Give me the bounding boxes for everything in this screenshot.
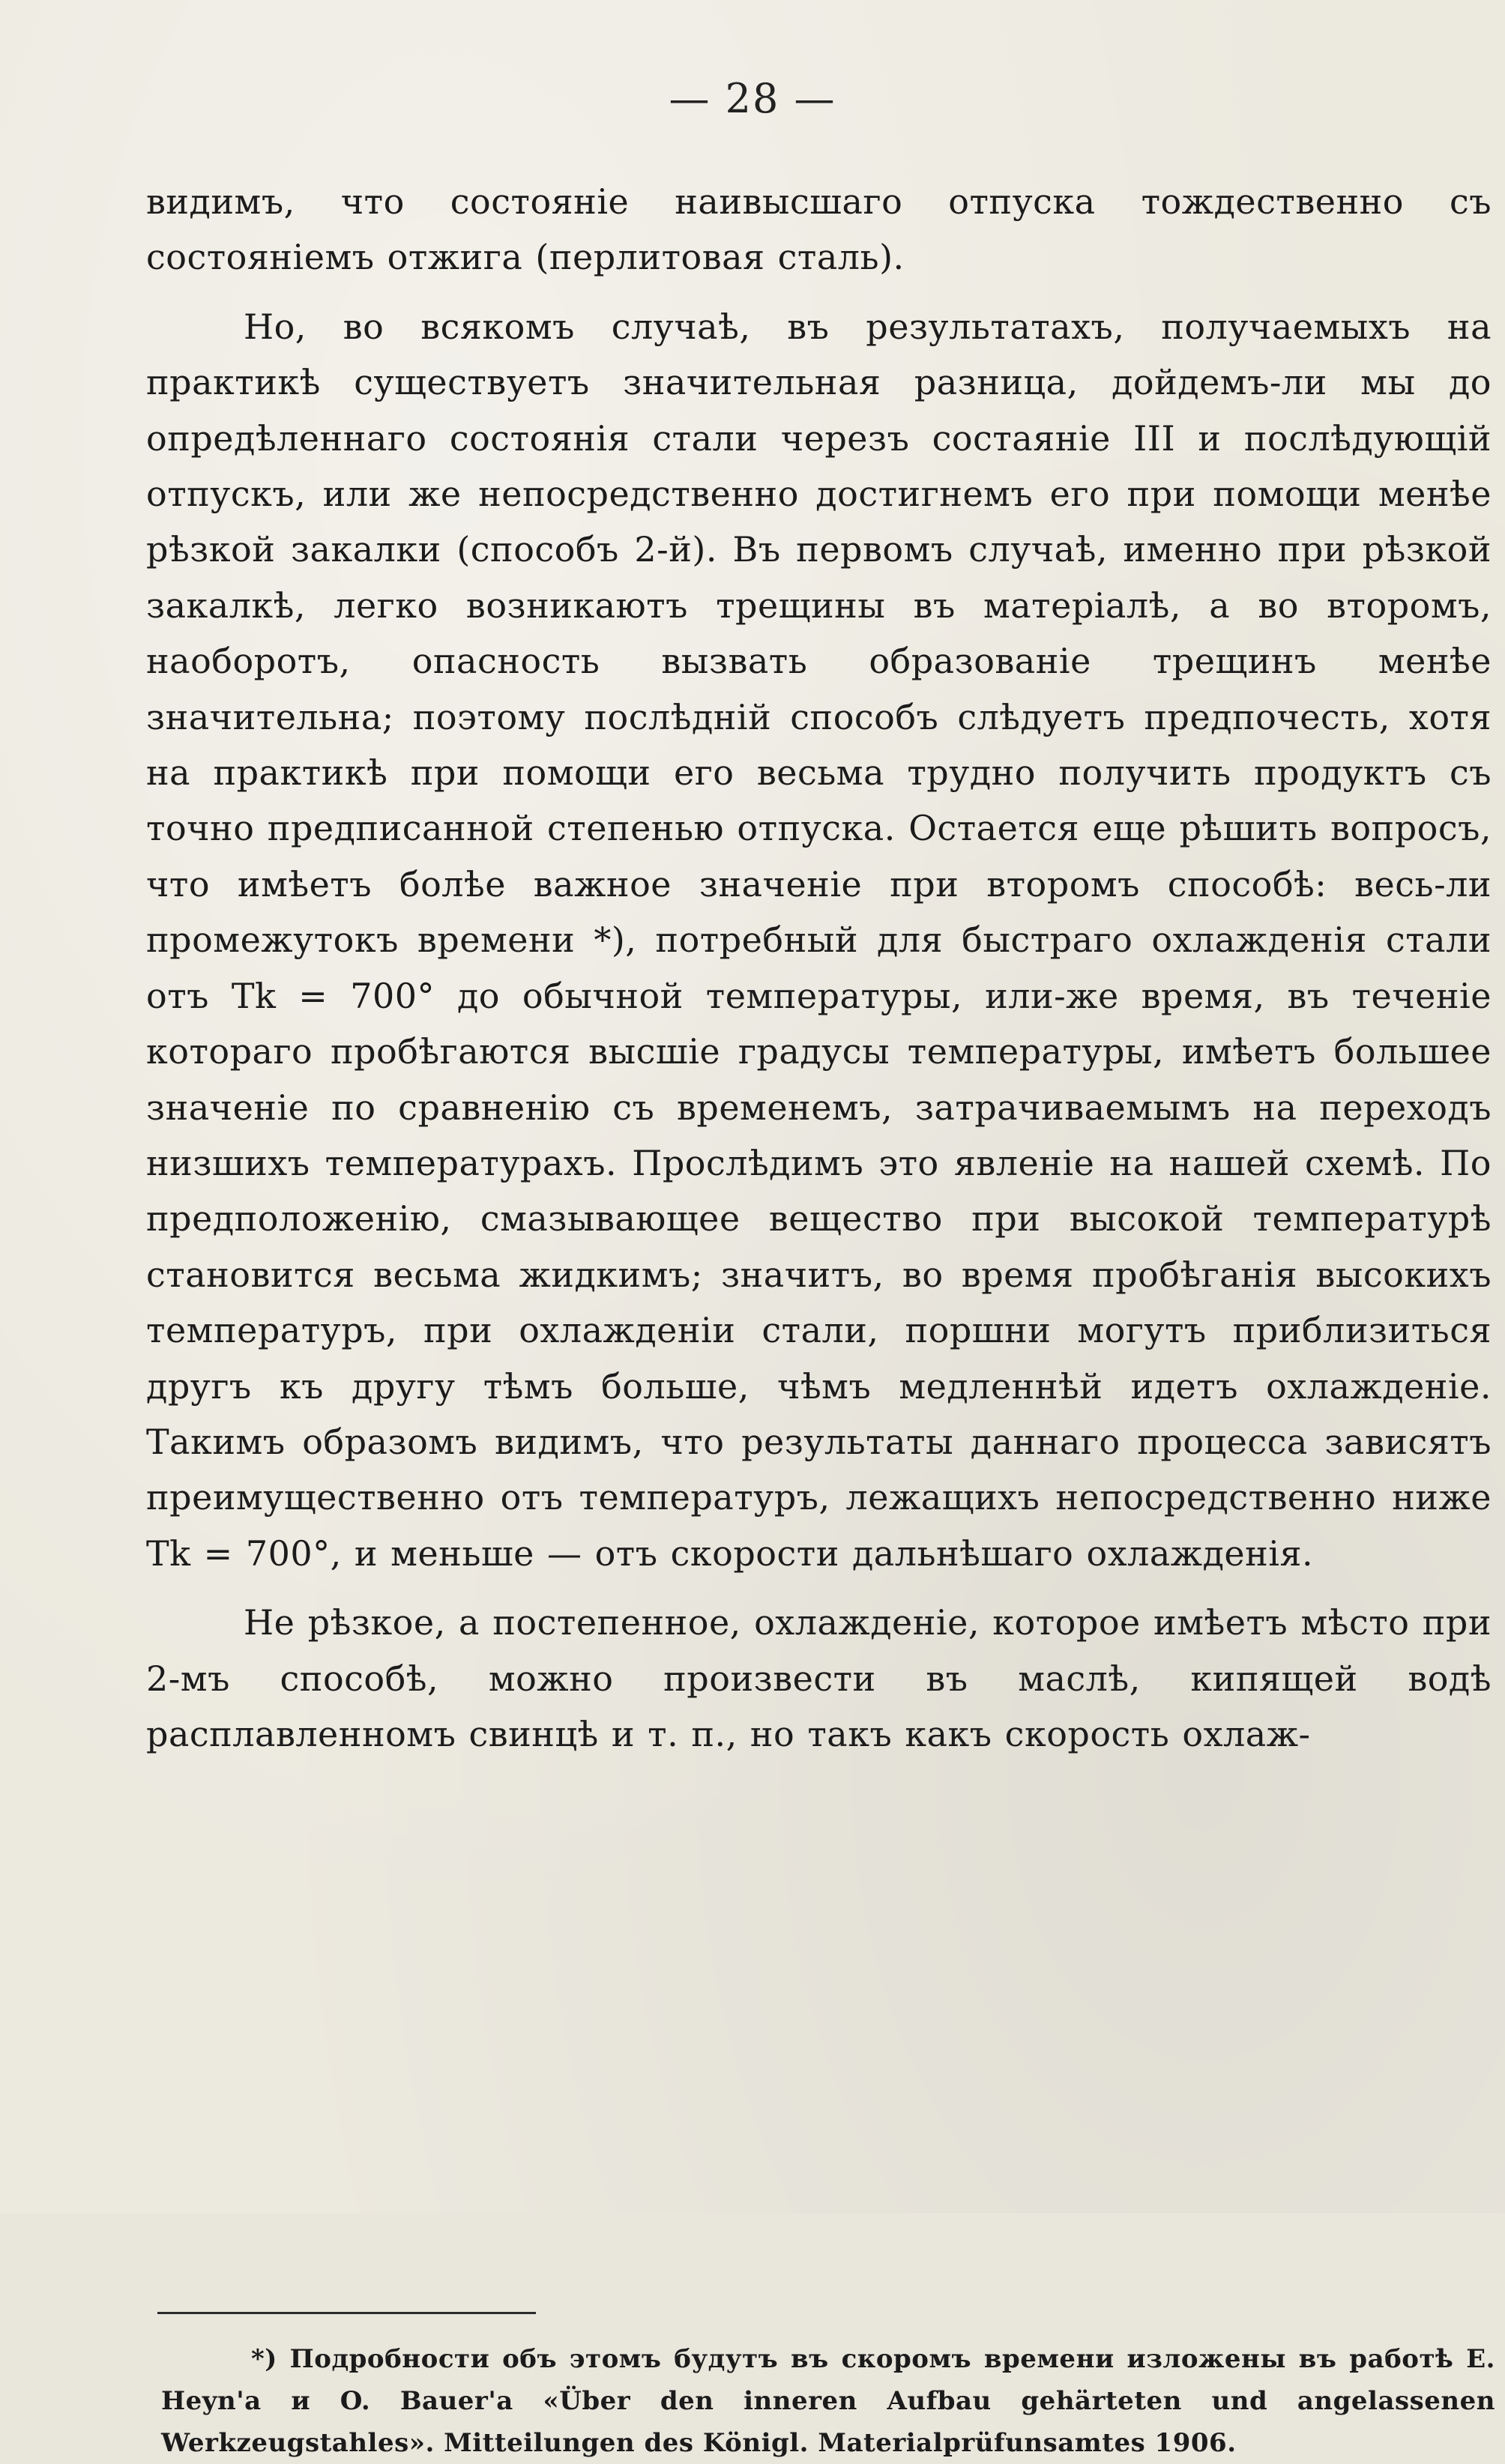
footnote-divider [157,2312,536,2314]
paragraph-2: Но, во всякомъ случаѣ, въ результатахъ, получаемыхъ на практикѣ существуетъ значительная разница, дойдемъ-ли мы до опредѣленнаго состоянія стали черезъ состаяніе III и послѣдующій отпускъ, или же непосредственно достигнемъ его при помощи менѣе рѣзкой закалки (способъ 2-й). Въ первомъ случаѣ, именно при рѣзкой закалкѣ, легко возникаютъ трещины въ матеріалѣ, а во второмъ, наоборотъ, опасность вызвать образованіе трещинъ менѣе значительна; поэтому послѣдній способъ слѣдуетъ предпочесть, хотя на практикѣ при помощи его весьма трудно получить продуктъ съ точно предписанной степенью отпуска. Остается еще рѣшить вопросъ, что имѣетъ болѣе важное значеніе при второмъ способѣ: весь-ли промежутокъ времени *), потребный для быстраго охлажденія стали отъ Tk = 700° до обычной температуры, или-же время, въ теченіе котораго пробѣгаются высшіе градусы температуры, имѣетъ большее значеніе по сравненію съ временемъ, затрачиваемымъ на переходъ низшихъ температурахъ. Прослѣдимъ это явленіе на нашей схемѣ. По предположенію, смазывающее вещество при высокой температурѣ становится весьма жидкимъ; значитъ, во время пробѣганія высокихъ температуръ, при охлажденіи стали, поршни могутъ приблизиться другъ къ другу тѣмъ больше, чѣмъ медленнѣй идетъ охлажденіе. Такимъ образомъ видимъ, что результаты даннаго процесса зависятъ преимущественно отъ температуръ, лежащихъ непосредственно ниже Tk = 700°, и меньше — отъ скорости дальнѣшаго охлажденія. [146,306,1492,1574]
paragraph-1: видимъ, что состояніе наивысшаго отпуска тождественно съ состояніемъ отжига (перлитовая сталь). [146,181,1492,278]
page-number: — 28 — [669,75,836,122]
footnotes [161,2338,1495,2464]
footnote-1: *) Подробности объ этомъ будутъ въ скоромъ времени изложены въ работѣ E. Heyn'a и O. Bauer'a «Über den inneren Aufbau gehärteten und angelassenen Werkzeugstahles». Mitteilungen des Königl. Materialprüfunsamtes 1906. [161,2344,1495,2458]
main-text [146,174,1492,1762]
paragraph-3: Не рѣзкое, а постепенное, охлажденіе, которое имѣетъ мѣсто при 2-мъ способѣ, можно произвести въ маслѣ, кипящей водѣ расплавленномъ свинцѣ и т. п., но такъ какъ скорость охлаж- [146,1602,1492,1754]
